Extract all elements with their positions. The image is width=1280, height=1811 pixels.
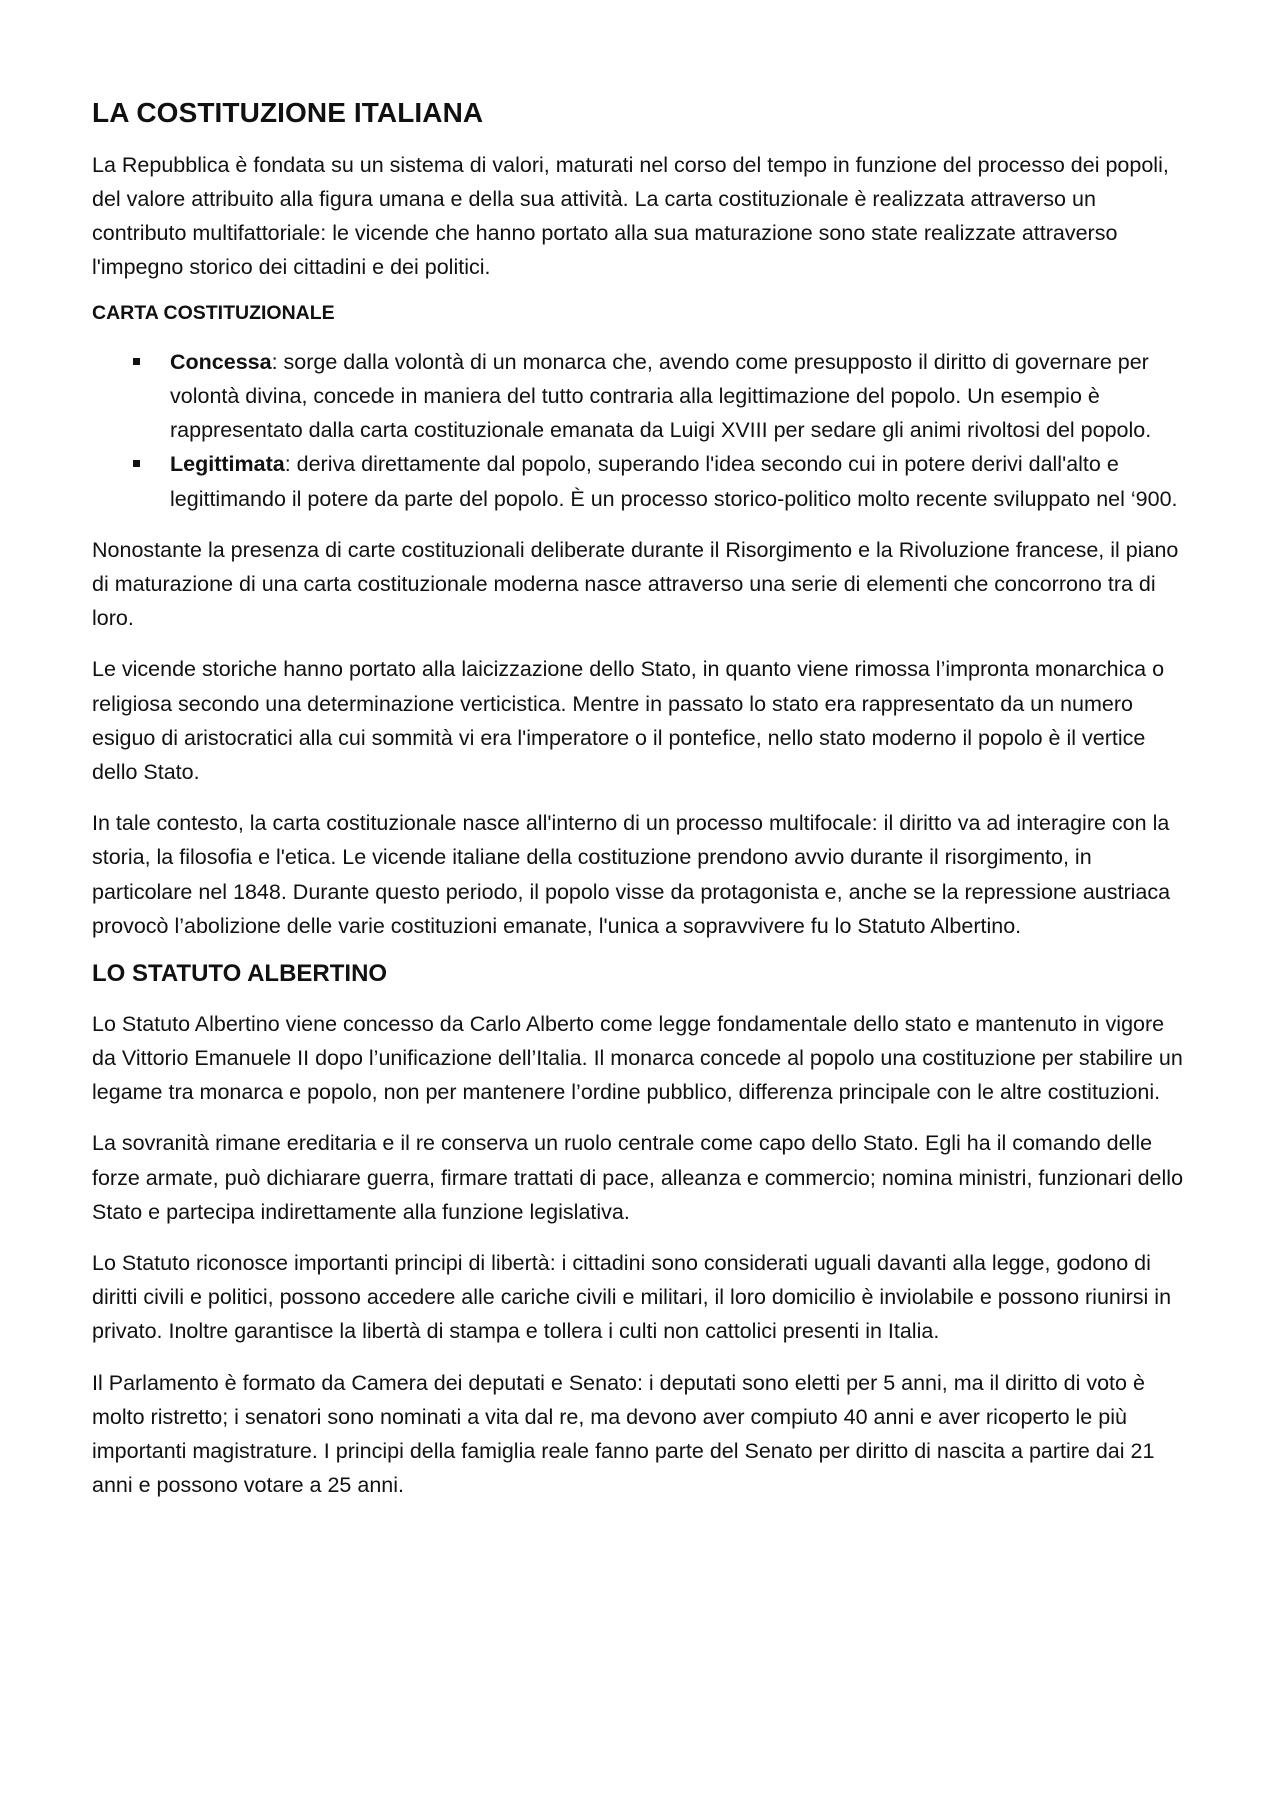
bullet-term: Concessa — [170, 349, 272, 374]
section-title-statuto-albertino: LO STATUTO ALBERTINO — [92, 960, 388, 987]
body-paragraph: In tale contesto, la carta costituzionale nasce all'interno di un processo multifocale: il diritto va ad interagire con la storia, la filosofia e l'etica. Le vicende italiane della costituzione prendono avvio durante il risorgimento, in particolare nel 1848. Durante questo periodo, il popolo visse da protagonista e, anche se la repressione austriaca provocò l’abolizione delle varie costituzioni emanate, l'unica a sopravvivere fu lo Statuto Albertino. — [92, 811, 1171, 938]
document-title: LA COSTITUZIONE ITALIANA — [92, 97, 484, 128]
body-paragraph: Le vicende storiche hanno portato alla laicizzazione dello Stato, in quanto viene rimossa l’impronta monarchica o religiosa secondo una determinazione verticistica. Mentre in passato lo stato era rappresentato da un numero esiguo di aristocratici alla cui sommità vi era l'imperatore o il pontefice, nello stato moderno il popolo è il vertice dello Stato. — [92, 657, 1165, 784]
square-bullet-icon — [133, 460, 140, 467]
list-item — [170, 345, 1192, 448]
bullet-term: Legittimata — [170, 452, 285, 477]
body-paragraph: Nonostante la presenza di carte costituzionali deliberate durante il Risorgimento e la Rivoluzione francese, il piano di maturazione di una carta costituzionale moderna nasce attraverso una serie di elementi che concorrono tra di loro. — [92, 537, 1179, 631]
bullet-text: : deriva direttamente dal popolo, superando l'idea secondo cui in potere derivi dall'alto e legittimando il potere da parte del popolo. È un processo storico-politico molto recente sviluppato nel ‘900. — [170, 452, 1178, 511]
body-paragraph: Il Parlamento è formato da Camera dei deputati e Senato: i deputati sono eletti per 5 anni, ma il diritto di voto è molto ristretto; i senatori sono nominati a vita dal re, ma devono aver compiuto 40 anni e aver ricoperto le più importanti magistrature. I principi della famiglia reale fanno parte del Senato per diritto di nascita a partire dai 21 anni e possono votare a 25 anni. — [92, 1370, 1155, 1498]
intro-paragraph: La Repubblica è fondata su un sistema di valori, maturati nel corso del tempo in funzione del processo dei popoli, del valore attribuito alla figura umana e della sua attività. La carta costituzionale è realizzata attraverso un contributo multifattoriale: le vicende che hanno portato alla sua maturazione sono state realizzate attraverso l'impegno storico dei cittadini e dei politici. — [92, 152, 1169, 280]
subheading-carta-costituzionale: CARTA COSTITUZIONALE — [92, 302, 335, 325]
bullet-text: : sorge dalla volontà di un monarca che, avendo come presupposto il diritto di governare per volontà divina, concede in maniera del tutto contraria alla legittimazione del popolo. Un esempio è rappresentato dalla carta costituzionale emanata da Luigi XVIII per sedare gli animi rivoltosi del popolo. — [170, 349, 1152, 443]
body-paragraph: Lo Statuto riconosce importanti principi di libertà: i cittadini sono considerati uguali davanti alla legge, godono di diritti civili e politici, possono accedere alle cariche civili e militari, il loro domicilio è inviolabile e possono riunirsi in privato. Inoltre garantisce la libertà di stampa e tollera i culti non cattolici presenti in Italia. — [92, 1251, 1172, 1344]
list-item — [170, 447, 1192, 515]
bullet-list — [92, 345, 1192, 516]
body-paragraph: Lo Statuto Albertino viene concesso da Carlo Alberto come legge fondamentale dello stato e mantenuto in vigore da Vittorio Emanuele II dopo l’unificazione dell’Italia. Il monarca concede al popolo una costituzione per stabilire un legame tra monarca e popolo, non per mantenere l’ordine pubblico, differenza principale con le altre costituzioni. — [92, 1011, 1183, 1105]
square-bullet-icon — [133, 358, 140, 365]
body-paragraph: La sovranità rimane ereditaria e il re conserva un ruolo centrale come capo dello Stato. Egli ha il comando delle forze armate, può dichiarare guerra, firmare trattati di pace, alleanza e commercio; nomina ministri, funzionari dello Stato e partecipa indirettamente alla funzione legislativa. — [92, 1131, 1184, 1224]
